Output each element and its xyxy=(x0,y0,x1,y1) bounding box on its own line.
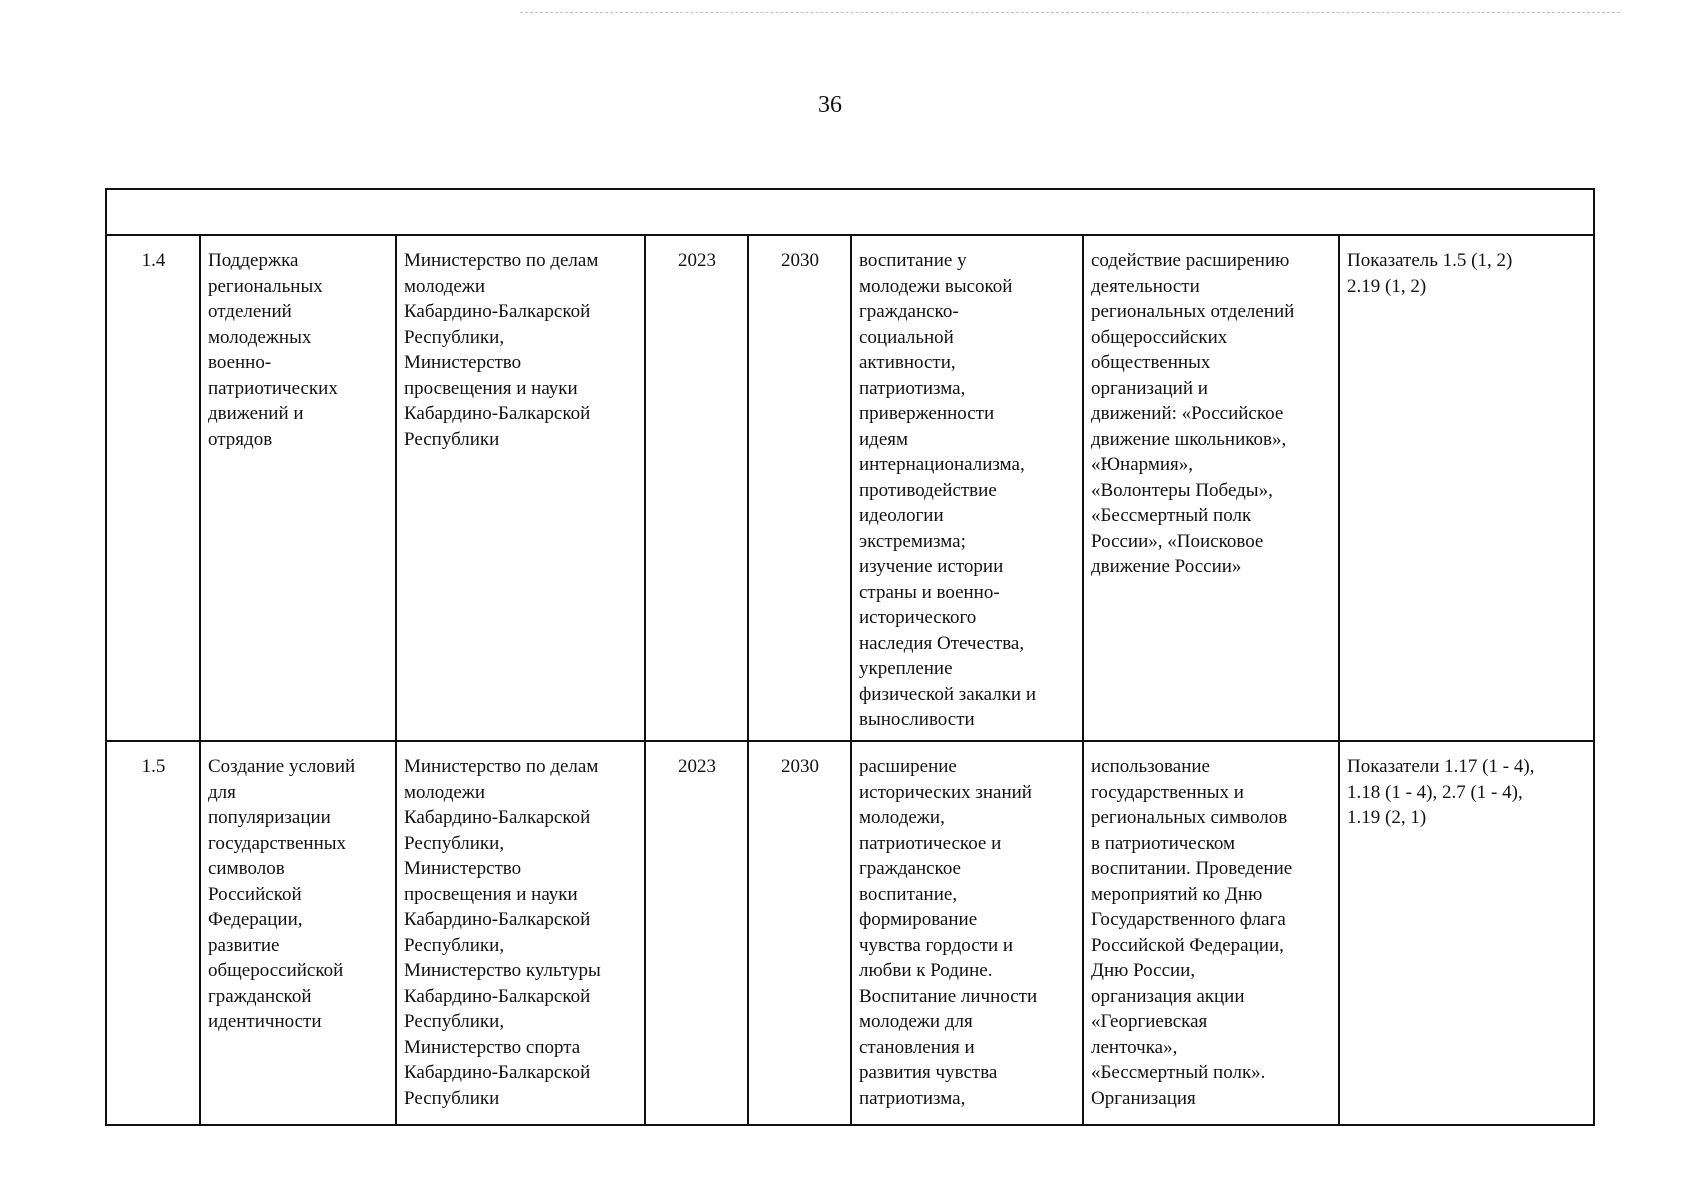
measure-content: содействие расширению деятельности региональных отделений общероссийских общественных организаций и движений: «Российское движение школьников», «Юнармия», «Волонтеры Победы», «Бессмертный полк России», «Поисковое движение России» xyxy=(1091,250,1295,577)
start-year: 2023 xyxy=(678,250,716,271)
measure-content-cell xyxy=(1083,235,1339,741)
start-year-cell xyxy=(645,235,748,741)
indicators: Показатель 1.5 (1, 2) 2.19 (1, 2) xyxy=(1347,250,1513,297)
end-year: 2030 xyxy=(781,756,819,777)
page-number: 36 xyxy=(818,92,842,118)
start-year: 2023 xyxy=(678,756,716,777)
table-header-row xyxy=(106,189,1594,235)
measures-table xyxy=(105,188,1595,1126)
indicators-cell xyxy=(1339,235,1594,741)
scan-artifact-line xyxy=(520,12,1620,13)
measure-content: использование государственных и региональных символов в патриотическом воспитании. Проведение мероприятий ко Дню Государственного флага Российской Федерации, Дню России, организация акции «Георгиевская ленточка», «Бессмертный полк». Организация xyxy=(1091,756,1293,1109)
row-number-cell xyxy=(106,741,200,1125)
expected-result-cell xyxy=(851,235,1083,741)
table-row xyxy=(106,235,1594,741)
expected-result: расширение исторических знаний молодежи, патриотическое и гражданское воспитание, формирование чувства гордости и любви к Родине. Воспитание личности молодежи для становления и развития чувства патриотизма, xyxy=(859,756,1038,1109)
executor-cell xyxy=(396,741,645,1125)
expected-result-cell xyxy=(851,741,1083,1125)
measure-name: Создание условий для популяризации государственных символов Российской Федерации, развитие общероссийской гражданской идентичности xyxy=(208,756,356,1032)
expected-result: воспитание у молодежи высокой гражданско- социальной активности, патриотизма, приверженности идеям интернационализма, противодействие идеологии экстремизма; изучение истории страны и военно- исторического наследия Отечества, укрепление физической закалки и выносливости xyxy=(859,250,1037,730)
table-row xyxy=(106,741,1594,1125)
row-number: 1.5 xyxy=(141,756,166,777)
row-number: 1.4 xyxy=(141,250,166,271)
measure-name-cell xyxy=(200,235,396,741)
end-year: 2030 xyxy=(781,250,819,271)
executor-cell xyxy=(396,235,645,741)
measure-name-cell xyxy=(200,741,396,1125)
table-header-cell xyxy=(106,189,1594,235)
row-number-cell xyxy=(106,235,200,741)
indicators: Показатели 1.17 (1 - 4), 1.18 (1 - 4), 2.7 (1 - 4), 1.19 (2, 1) xyxy=(1347,756,1535,828)
measure-name: Поддержка региональных отделений молодежных военно- патриотических движений и отрядов xyxy=(208,250,338,450)
executor: Министерство по делам молодежи Кабардино-Балкарской Республики, Министерство просвещения и науки Кабардино-Балкарской Республики xyxy=(404,250,599,450)
measure-content-cell xyxy=(1083,741,1339,1125)
indicators-cell xyxy=(1339,741,1594,1125)
end-year-cell xyxy=(748,235,851,741)
end-year-cell xyxy=(748,741,851,1125)
executor: Министерство по делам молодежи Кабардино-Балкарской Республики, Министерство просвещения и науки Кабардино-Балкарской Республики, Министерство культуры Кабардино-Балкарской Республики, Министерство спорта Кабардино-Балкарской Республики xyxy=(404,756,601,1109)
start-year-cell xyxy=(645,741,748,1125)
